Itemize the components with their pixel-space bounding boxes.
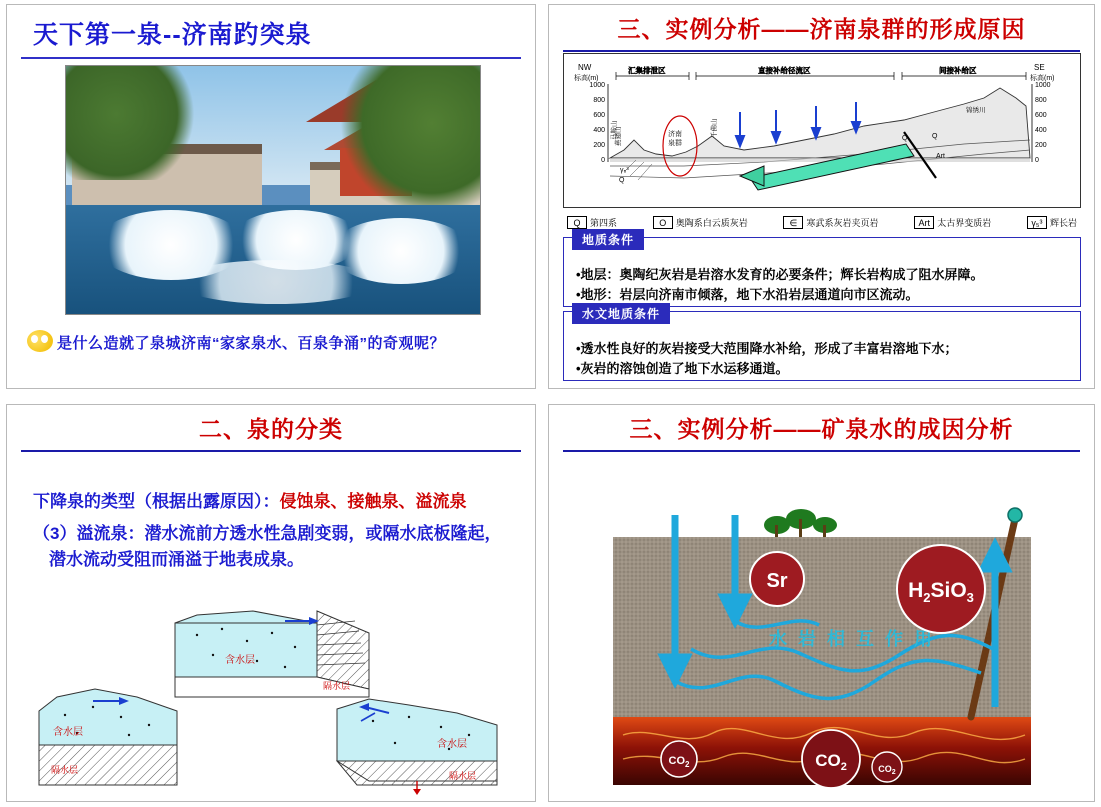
- fig3-aquiclude-label: 隔水层: [449, 771, 477, 781]
- svg-text:汇集排泄区: 汇集排泄区: [628, 66, 666, 75]
- baotu-spring-photo: [65, 65, 481, 315]
- svg-text:泉群: 泉群: [668, 140, 682, 147]
- svg-text:SE: SE: [1034, 63, 1045, 72]
- fig-bottom-left: [39, 689, 177, 785]
- geological-conditions-block: [563, 233, 1081, 307]
- geological-bullet-0: •地层：奥陶纪灰岩是岩溶水发育的必要条件；辉长岩构成了阻水屏障。: [576, 267, 984, 282]
- slide3-line2-head: （3）溢流泉：: [33, 524, 145, 543]
- mineral-water-genesis-figure: [563, 467, 1081, 792]
- fig-bottom-right: [337, 699, 497, 795]
- wellhead-valve: [1008, 508, 1022, 522]
- fig3-aquifer-label: 含水层: [437, 739, 467, 750]
- svg-text:Art: Art: [936, 153, 945, 160]
- co2-ball-small-left: [661, 741, 697, 777]
- hydro-bullet-1: •灰岩的溶蚀创造了地下水运移通道。: [576, 361, 789, 377]
- legend-item-3: [914, 216, 991, 229]
- svg-text:千佛山: 千佛山: [711, 118, 718, 138]
- slide3-line2: [33, 521, 515, 572]
- legend-item-2: [783, 216, 878, 229]
- svg-text:600: 600: [1035, 112, 1047, 119]
- slide3-line1-prefix: 下降泉的类型（根据出露原因）：: [33, 492, 280, 511]
- surprised-face-emoji-icon: [27, 330, 53, 352]
- slide4-title-underline: [563, 450, 1080, 452]
- legend-text-art: 太古界变质岩: [937, 217, 992, 228]
- svg-text:H2SiO3: $H_2SiO_3$: [908, 579, 974, 605]
- svg-text:γ₅³: γ₅³: [620, 167, 629, 174]
- slide1-caption-text: 是什么造就了泉城济南“家家泉水、百泉争涌”的奇观呢？: [57, 335, 446, 352]
- svg-text:0: 0: [601, 157, 605, 164]
- legend-symbol-cambrian: ∈: [783, 216, 803, 229]
- legend-symbol-o: O: [653, 216, 673, 229]
- overflow-spring-figures: [17, 585, 529, 795]
- svg-text:CO2: $CO_2$: [878, 764, 896, 776]
- svg-text:0: 0: [1035, 157, 1039, 164]
- hydro-bullet-0: •透水性良好的灰岩接受大范围降水补给，形成了丰富岩溶地下水；: [576, 341, 958, 356]
- svg-text:济南: 济南: [668, 131, 682, 138]
- svg-text:Q: Q: [902, 135, 908, 142]
- svg-text:1000: 1000: [589, 82, 605, 89]
- h2sio3-ball: [897, 545, 985, 633]
- svg-text:马鞍山: 马鞍山: [611, 120, 618, 140]
- co2-ball-big: [802, 730, 860, 788]
- svg-text:CO2: $CO_2$: [815, 751, 847, 773]
- svg-text:Q: Q: [932, 133, 938, 140]
- hydrogeological-cross-section: [563, 53, 1081, 208]
- geological-bullet-1: •地形：岩层向济南市倾落，地下水沿岩层通道向市区流动。: [576, 287, 919, 303]
- photo-tree-right: [336, 65, 481, 206]
- svg-text:600: 600: [593, 112, 605, 119]
- hydrogeological-conditions-block: [563, 307, 1081, 381]
- slide-top-right: [548, 4, 1095, 389]
- slide1-caption-row: [27, 330, 445, 353]
- hydrogeological-conditions-header-wrap: [572, 303, 1088, 324]
- legend-symbol-q: Q: [567, 216, 587, 229]
- svg-text:800: 800: [1035, 97, 1047, 104]
- water-rock-interaction-label: 水 岩 相 互 作 用: [769, 629, 936, 649]
- svg-text:200: 200: [593, 142, 605, 149]
- legend-symbol-art: Art: [914, 216, 934, 229]
- fig2-aquifer-label: 含水层: [53, 727, 83, 738]
- svg-text:锦绣川: 锦绣川: [966, 107, 986, 114]
- svg-text:800: 800: [593, 97, 605, 104]
- svg-text:CO2: $CO_2$: [668, 755, 690, 769]
- geological-conditions-header-wrap: [572, 229, 1088, 250]
- legend-item-0: [567, 216, 617, 229]
- slide1-title-underline: [21, 57, 521, 59]
- slide-top-left: [6, 4, 536, 389]
- svg-text:Sr: Sr: [766, 570, 788, 592]
- slide3-title: 二、泉的分类: [199, 416, 343, 442]
- legend-symbol-gabbro: γ₅³: [1027, 216, 1047, 229]
- slide2-title: 三、实例分析——济南泉群的形成原因: [617, 16, 1026, 42]
- geological-conditions-header: 地质条件: [572, 229, 644, 250]
- co2-ball-small-right: [872, 752, 902, 782]
- mineral-water-svg: [563, 467, 1081, 792]
- slide3-line2-body: 潜水流前方透水性急剧变弱，或隔水底板隆起，: [144, 524, 502, 543]
- svg-text:400: 400: [593, 127, 605, 134]
- fig2-aquiclude-label: 隔水层: [51, 765, 79, 775]
- slide3-line1-red: 侵蚀泉、接触泉、溢流泉: [279, 492, 467, 511]
- legend-item-1: [653, 216, 748, 229]
- svg-text:Q: Q: [619, 177, 625, 184]
- svg-text:NW: NW: [578, 63, 592, 72]
- svg-text:标高(m): 标高(m): [1030, 75, 1055, 82]
- legend-text-cambrian: 寒武系灰岩夹页岩: [806, 217, 879, 228]
- tree-cluster: [764, 509, 837, 537]
- photo-tree-left: [65, 65, 206, 180]
- legend-text-gabbro: 辉长岩: [1049, 217, 1077, 228]
- svg-text:标高(m): 标高(m): [574, 75, 599, 82]
- slide-bottom-right: [548, 404, 1095, 802]
- slide4-title: 三、实例分析——矿泉水的成因分析: [629, 416, 1014, 442]
- svg-text:400: 400: [1035, 127, 1047, 134]
- slide2-title-underline: [563, 50, 1080, 52]
- svg-text:间接补给区: 间接补给区: [939, 66, 977, 75]
- fig-top-middle: [175, 611, 369, 697]
- svg-text:200: 200: [1035, 142, 1047, 149]
- legend-text-q: 第四系: [590, 217, 618, 228]
- fig1-aquiclude-label: 隔水层: [323, 681, 351, 691]
- hydrogeological-conditions-header: 水文地质条件: [572, 303, 670, 324]
- hydrogeological-conditions-body: [564, 333, 1080, 387]
- svg-text:燕翅山: 燕翅山: [615, 126, 622, 146]
- svg-text:直接补给径流区: 直接补给径流区: [758, 66, 811, 75]
- sr-ball: [750, 552, 804, 606]
- fig1-aquifer-label: 含水层: [225, 655, 255, 666]
- svg-text:1000: 1000: [1035, 82, 1051, 89]
- slide-bottom-left: [6, 404, 536, 802]
- cross-section-svg: [564, 54, 1080, 207]
- slide3-title-underline: [21, 450, 521, 452]
- slide1-title: 天下第一泉--济南趵突泉: [33, 21, 312, 49]
- overflow-spring-svg: [17, 585, 529, 795]
- slide3-line1: [33, 487, 467, 512]
- legend-text-o: 奥陶系白云质灰岩: [675, 217, 748, 228]
- legend-item-4: [1027, 216, 1077, 229]
- photo-foam-4: [176, 260, 376, 304]
- slide3-line3-body: 潜水流动受阻而涌溢于地表成泉。: [49, 549, 304, 569]
